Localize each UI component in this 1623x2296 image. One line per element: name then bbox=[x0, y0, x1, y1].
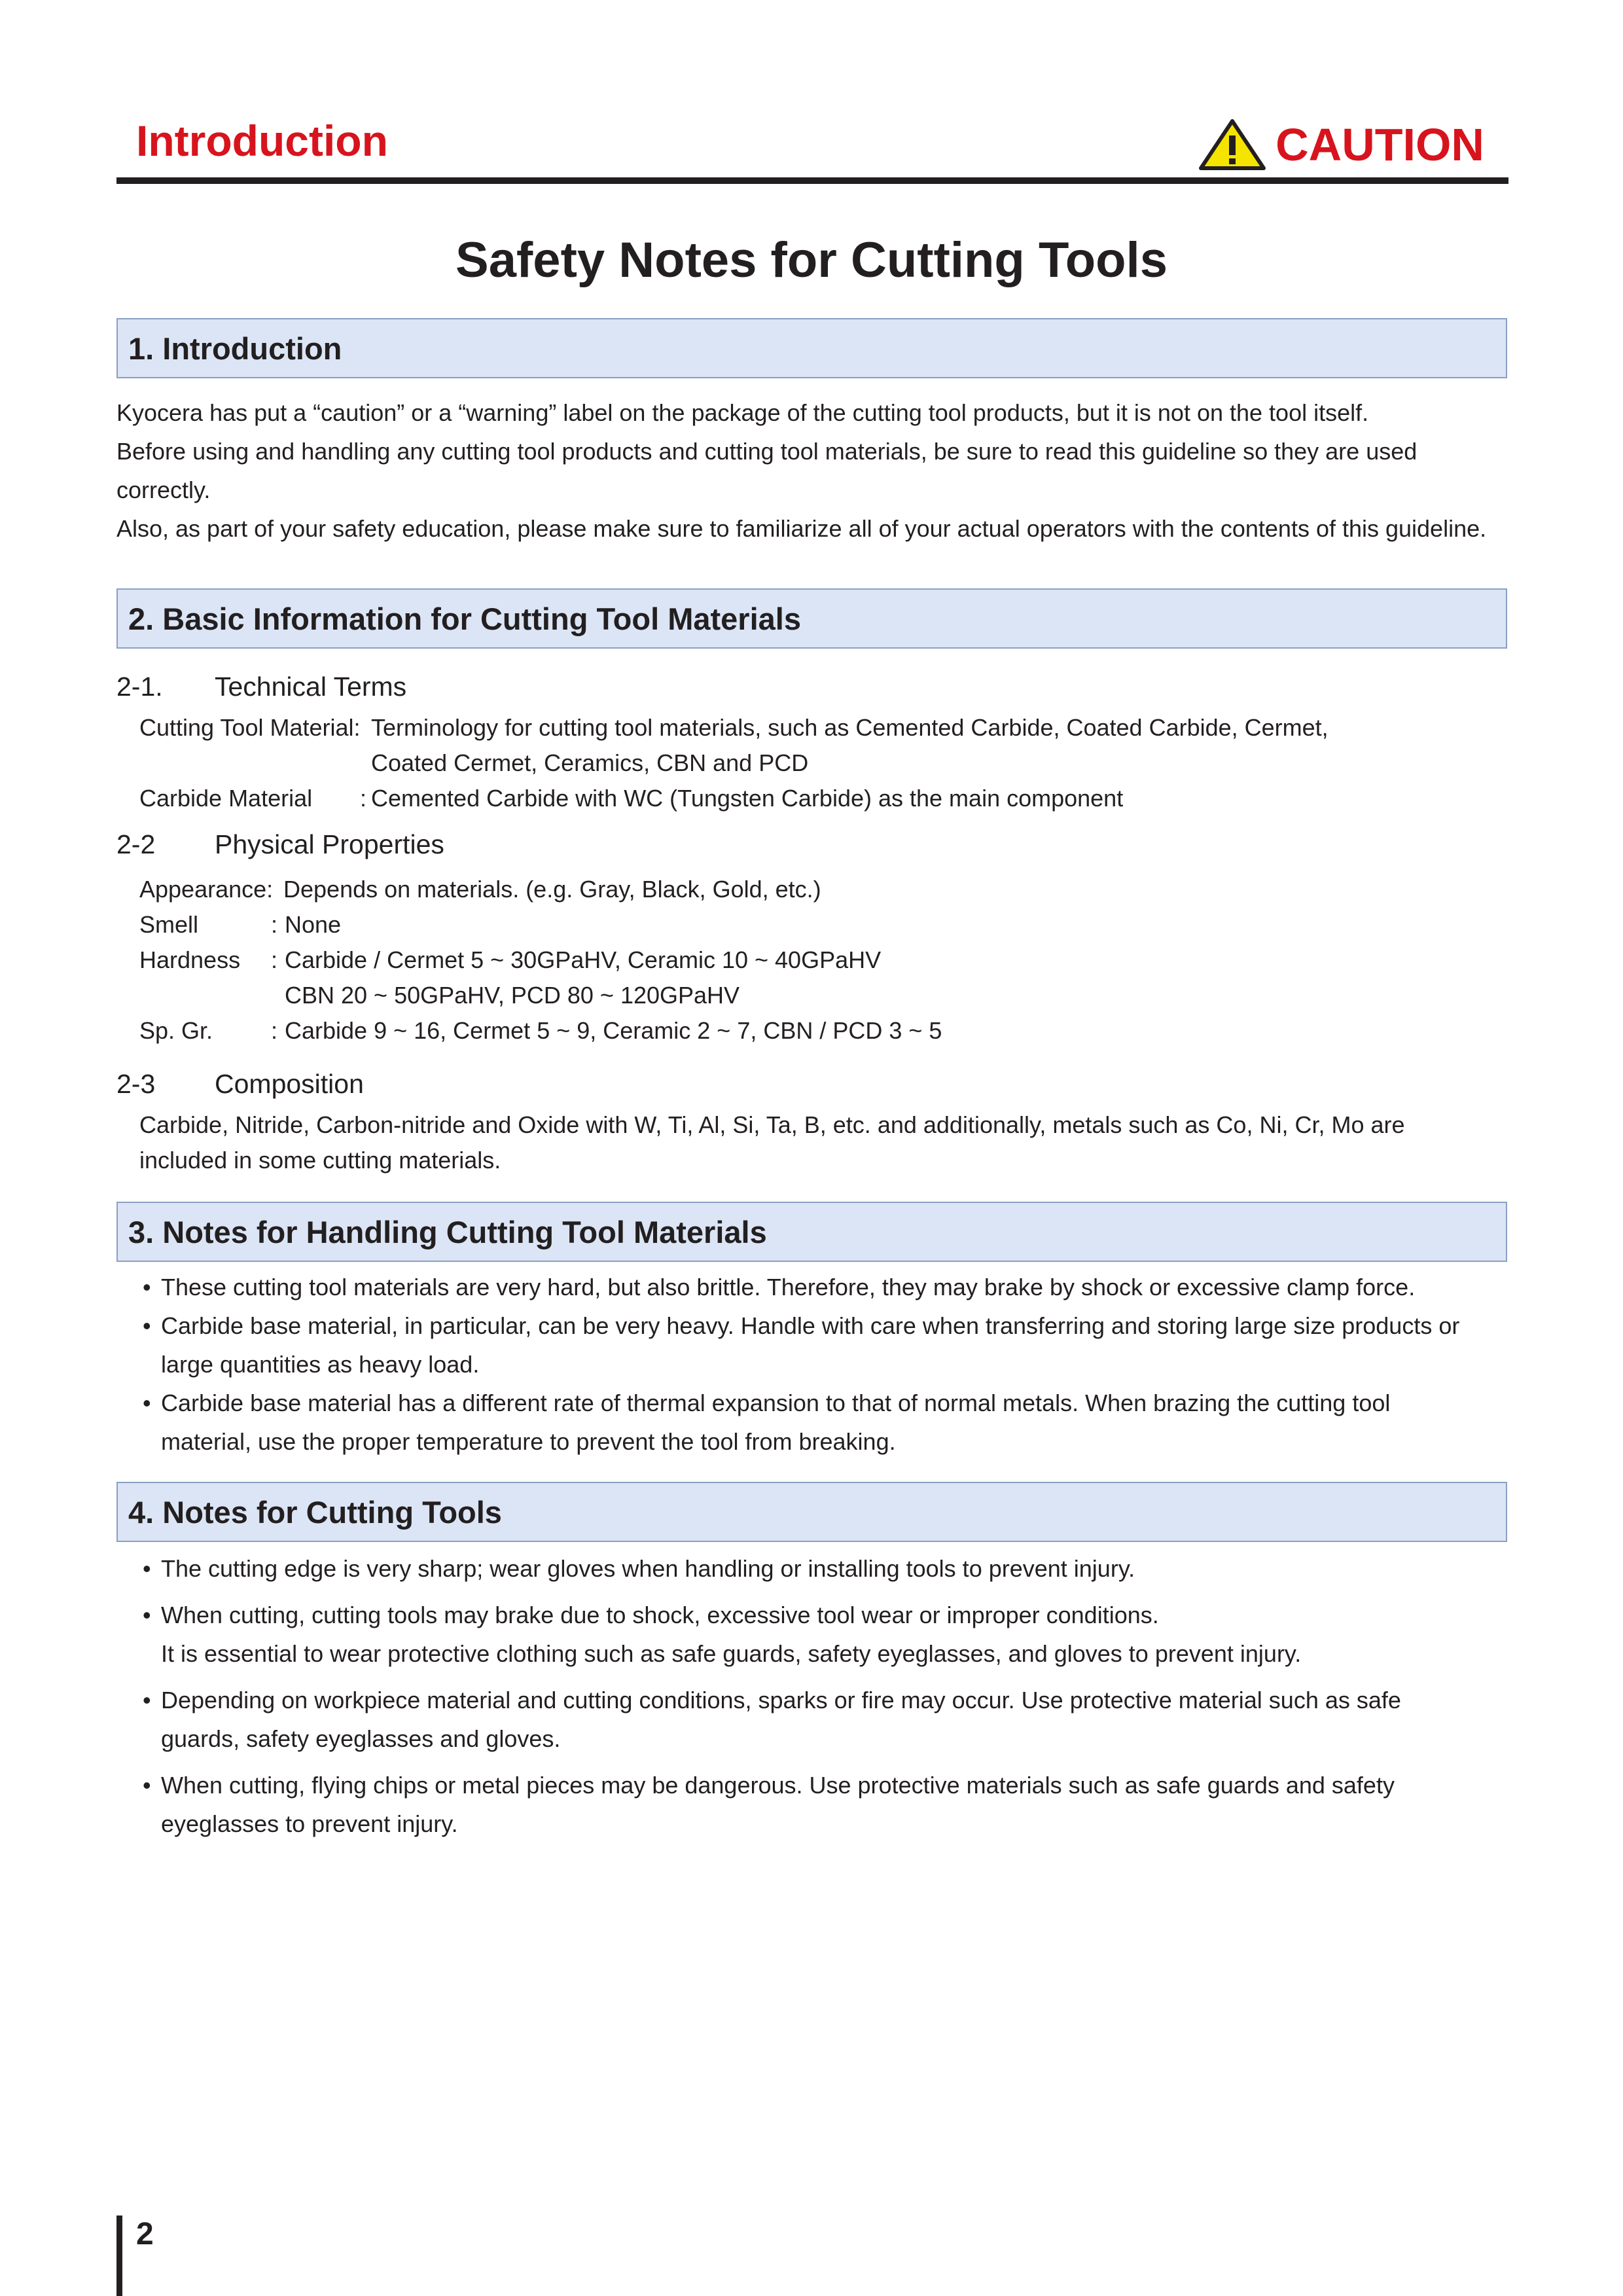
bullet-line: • The cutting edge is very sharp; wear gloves when handling or installing tools to prevent injury. bbox=[161, 1555, 1135, 1582]
term-label: Cutting Tool Material: bbox=[139, 714, 361, 741]
bullet-line: material, use the proper temperature to prevent the tool from breaking. bbox=[161, 1428, 896, 1455]
paragraph-line: Kyocera has put a “caution” or a “warning” label on the package of the cutting tool products, but it is not on the tool itself. bbox=[116, 399, 1369, 426]
section-heading-basic-information bbox=[116, 588, 1507, 649]
header-rule bbox=[116, 177, 1508, 184]
list-item bbox=[143, 1596, 1524, 1673]
property-label: Hardness bbox=[139, 946, 241, 973]
bullet-line: It is essential to wear protective clothing such as safe guards, safety eyeglasses, and gloves to prevent injury. bbox=[161, 1640, 1302, 1667]
term-label: Carbide Material bbox=[139, 785, 313, 812]
bullet-line: • Depending on workpiece material and cutting conditions, sparks or fire may occur. Use protective material such as safe bbox=[161, 1687, 1401, 1713]
bullet-line: • When cutting, cutting tools may brake due to shock, excessive tool wear or improper conditions. bbox=[161, 1602, 1159, 1628]
introduction-body bbox=[116, 393, 1517, 548]
handling-notes-list bbox=[143, 1268, 1524, 1461]
property-separator: : bbox=[271, 946, 278, 973]
list-item bbox=[143, 1306, 1524, 1384]
property-value: None bbox=[285, 911, 342, 938]
subsection-title: Technical Terms bbox=[215, 672, 407, 702]
section-heading-introduction bbox=[116, 318, 1507, 378]
composition-text: included in some cutting materials. bbox=[139, 1147, 501, 1174]
bullet-line: • These cutting tool materials are very hard, but also brittle. Therefore, they may brake by shock or excessive clamp force. bbox=[161, 1274, 1416, 1300]
property-label: Smell bbox=[139, 911, 199, 938]
list-item bbox=[143, 1766, 1524, 1843]
section-label: Introduction bbox=[136, 117, 388, 165]
property-value: Carbide / Cermet 5 ~ 30GPaHV, Ceramic 10 ~ 40GPaHV bbox=[285, 946, 882, 973]
caution-label: CAUTION bbox=[1275, 119, 1484, 170]
page-number: 2 bbox=[136, 2217, 154, 2251]
term-definition: Cemented Carbide with WC (Tungsten Carbide) as the main component bbox=[371, 785, 1124, 812]
list-item bbox=[143, 1384, 1524, 1461]
term-separator: : bbox=[360, 785, 367, 812]
section-heading-text: 2. Basic Information for Cutting Tool Materials bbox=[128, 601, 801, 636]
list-item bbox=[143, 1268, 1524, 1306]
section-heading-handling-materials bbox=[116, 1202, 1507, 1262]
section-heading-text: 1. Introduction bbox=[128, 331, 342, 366]
term-definition: Coated Cermet, Ceramics, CBN and PCD bbox=[371, 749, 809, 776]
subsection-number: 2-2 bbox=[116, 829, 156, 859]
paragraph-line: correctly. bbox=[116, 476, 211, 503]
page-title: Safety Notes for Cutting Tools bbox=[455, 232, 1168, 288]
warning-triangle-icon bbox=[1198, 118, 1266, 171]
property-label: Sp. Gr. bbox=[139, 1017, 213, 1044]
subsection-technical-terms bbox=[116, 670, 640, 703]
bullet-line: • Carbide base material, in particular, can be very heavy. Handle with care when transferring and storing large size products or bbox=[161, 1312, 1460, 1339]
subsection-number: 2-3 bbox=[116, 1069, 156, 1099]
bullet-line: guards, safety eyeglasses and gloves. bbox=[161, 1725, 561, 1752]
subsection-title: Composition bbox=[215, 1069, 364, 1099]
subsection-composition bbox=[116, 1067, 640, 1100]
caution-badge bbox=[1198, 115, 1484, 174]
bullet-line: • Carbide base material has a different rate of thermal expansion to that of normal metals. When brazing the cutting tool bbox=[161, 1390, 1391, 1416]
subsection-physical-properties bbox=[116, 828, 640, 861]
paragraph-line: Before using and handling any cutting tool products and cutting tool materials, be sure to read this guideline so they are used bbox=[116, 438, 1418, 465]
property-separator: : bbox=[271, 1017, 278, 1044]
bullet-line: eyeglasses to prevent injury. bbox=[161, 1810, 458, 1837]
cutting-tool-notes-list bbox=[143, 1549, 1524, 1843]
composition-text: Carbide, Nitride, Carbon-nitride and Oxide with W, Ti, Al, Si, Ta, B, etc. and additionally, metals such as Co, Ni, Cr, Mo are bbox=[139, 1111, 1405, 1138]
property-value: Depends on materials. (e.g. Gray, Black, Gold, etc.) bbox=[283, 876, 821, 903]
list-item bbox=[143, 1681, 1524, 1758]
property-value: Carbide 9 ~ 16, Cermet 5 ~ 9, Ceramic 2 ~ 7, CBN / PCD 3 ~ 5 bbox=[285, 1017, 942, 1044]
bullet-line: large quantities as heavy load. bbox=[161, 1351, 480, 1378]
subsection-number: 2-1. bbox=[116, 672, 163, 702]
property-separator: : bbox=[271, 911, 278, 938]
bullet-line: • When cutting, flying chips or metal pieces may be dangerous. Use protective materials such as safe guards and safety bbox=[161, 1772, 1395, 1799]
term-definition: Terminology for cutting tool materials, such as Cemented Carbide, Coated Carbide, Cermet, bbox=[371, 714, 1329, 741]
section-heading-text: 3. Notes for Handling Cutting Tool Materials bbox=[128, 1214, 767, 1249]
paragraph-line: Also, as part of your safety education, please make sure to familiarize all of your actual operators with the contents of this guideline. bbox=[116, 515, 1487, 542]
section-heading-cutting-tools bbox=[116, 1482, 1507, 1542]
page-number-rule bbox=[116, 2215, 122, 2296]
section-heading-text: 4. Notes for Cutting Tools bbox=[128, 1494, 502, 1530]
property-value: CBN 20 ~ 50GPaHV, PCD 80 ~ 120GPaHV bbox=[285, 982, 740, 1009]
property-label: Appearance: bbox=[139, 876, 274, 903]
subsection-title: Physical Properties bbox=[215, 829, 444, 859]
list-item bbox=[143, 1549, 1524, 1588]
